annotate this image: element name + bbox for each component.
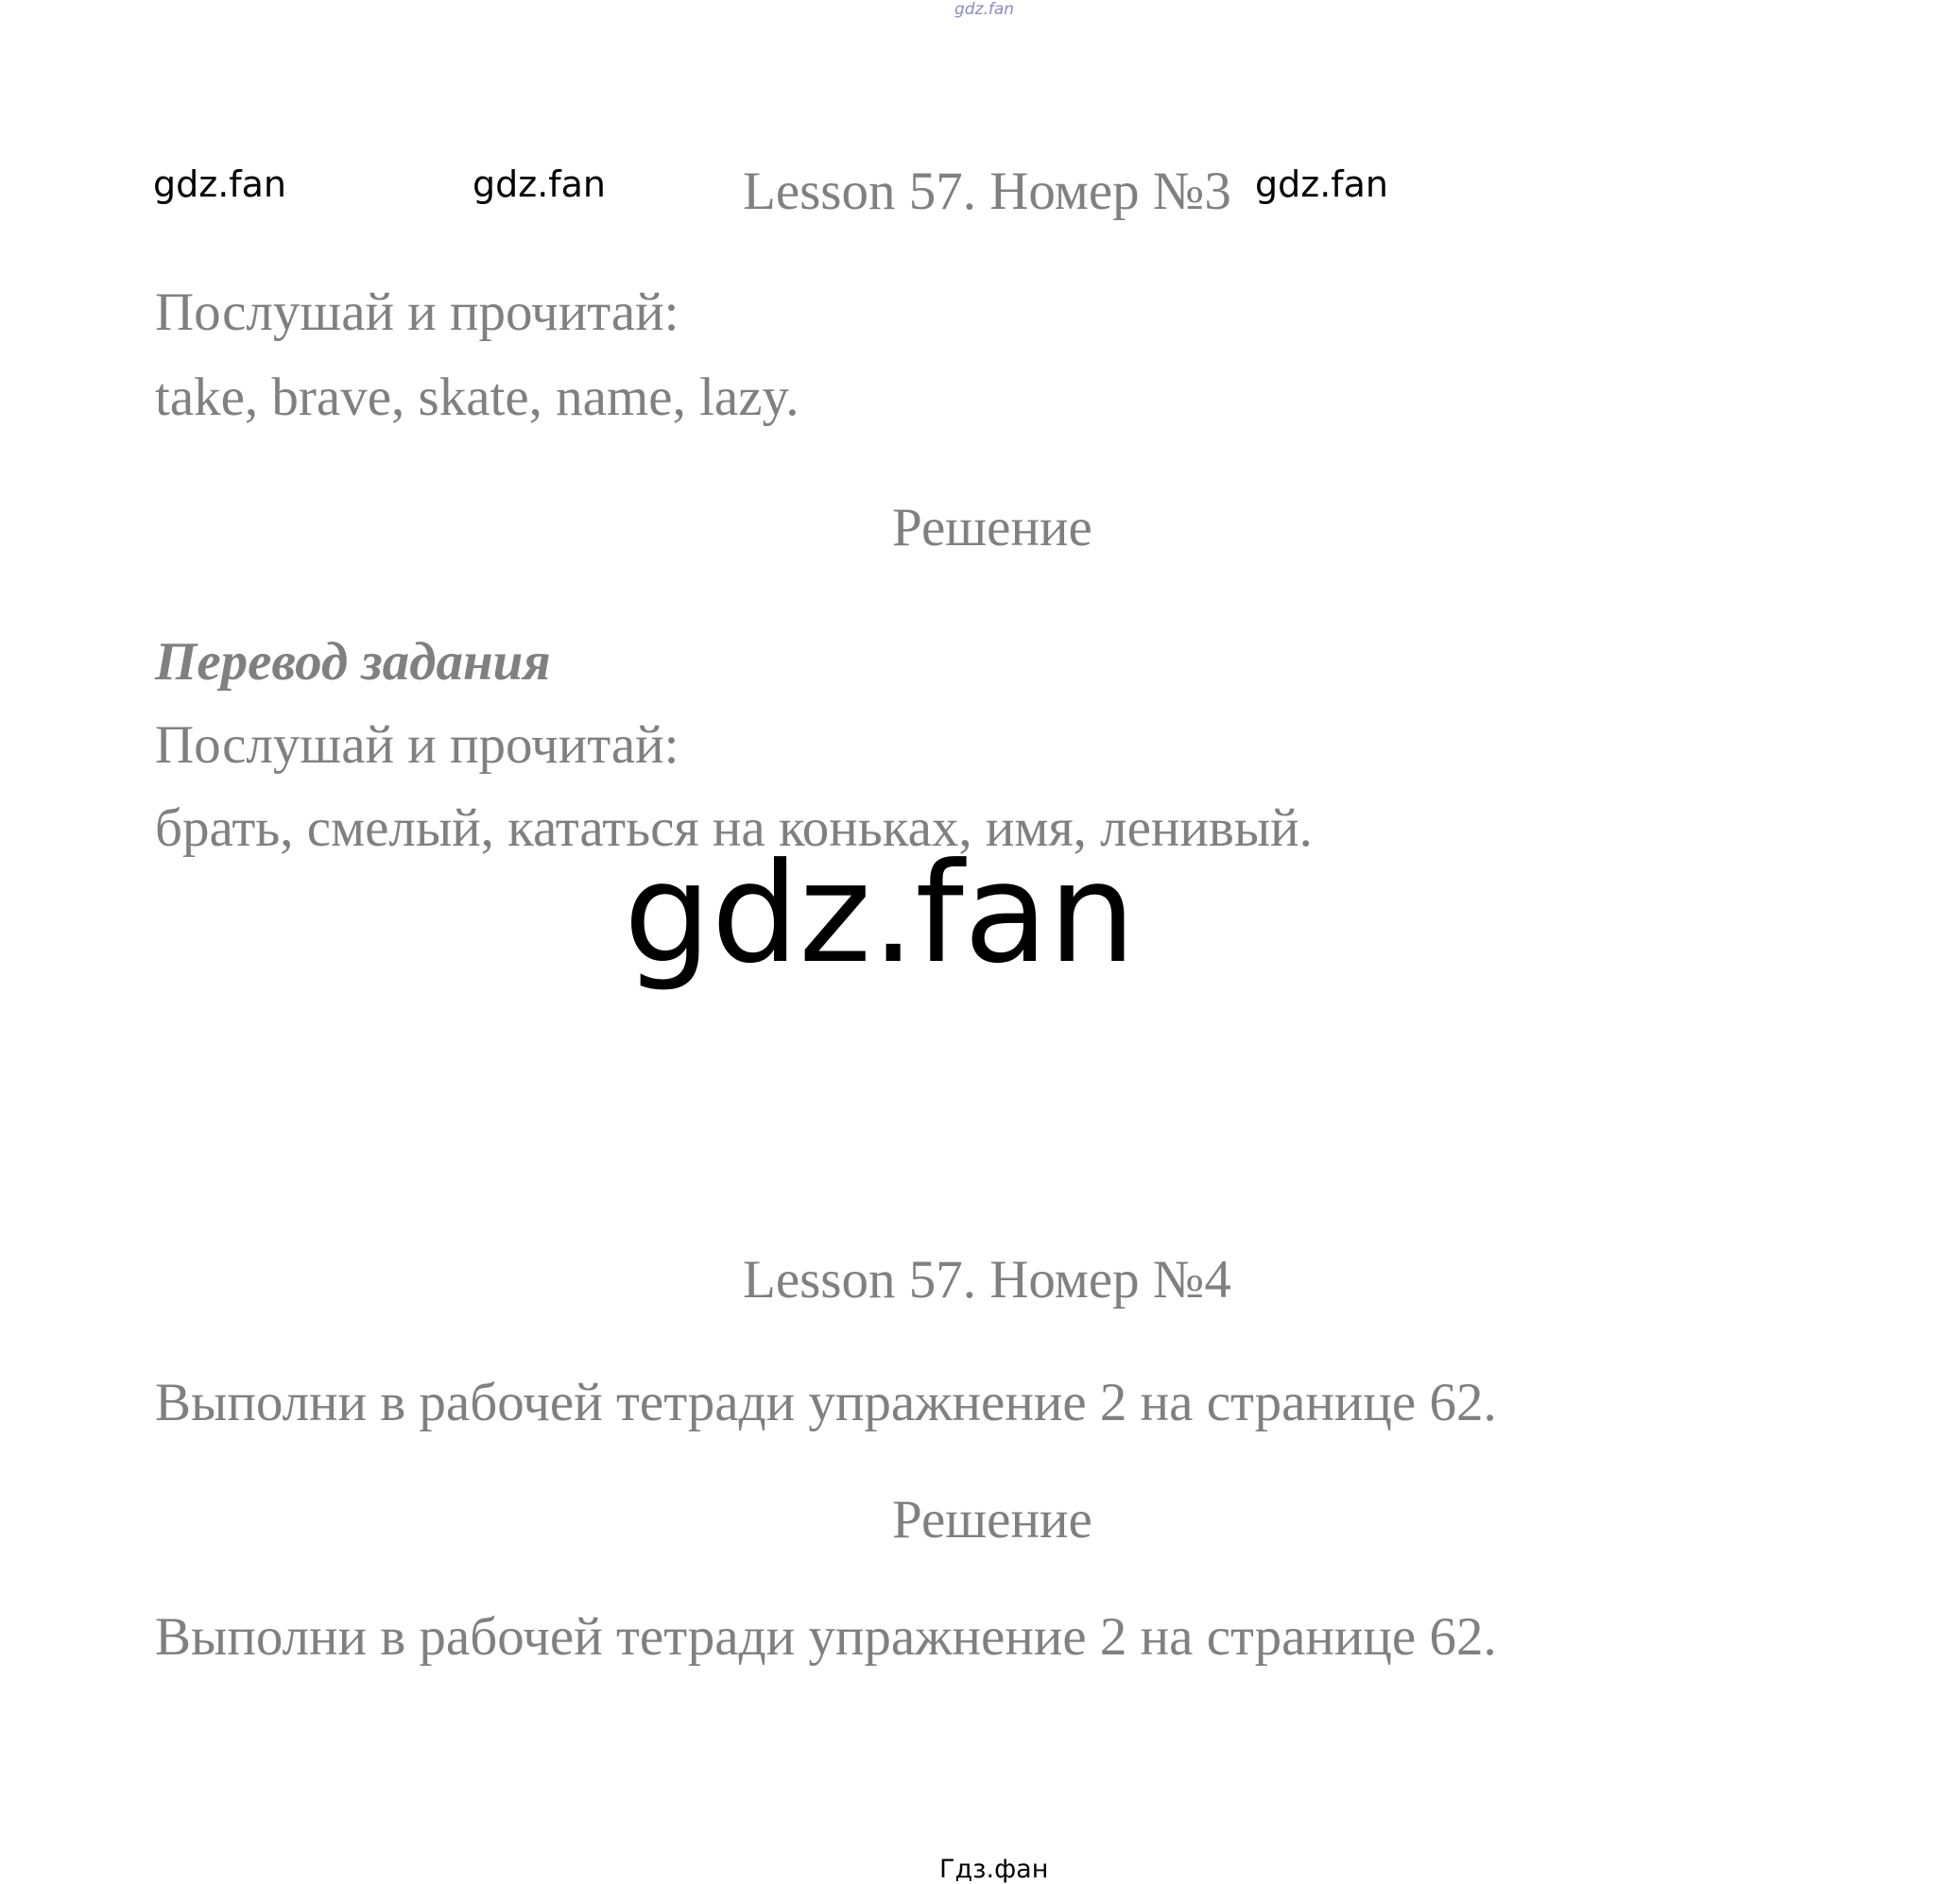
section-4-task-line-1: Выполни в рабочей тетради упражнение 2 на странице 62. — [155, 1373, 1497, 1432]
section-3-solution-label: Решение — [892, 498, 1092, 557]
header-watermark-3: gdz.fan — [1255, 163, 1389, 205]
section-3-translation-line-2: брать, смелый, кататься на коньках, имя, ленивый. — [155, 798, 1313, 858]
footer-watermark: Гдз.фан — [939, 1855, 1049, 1884]
section-4-title: Lesson 57. Номер №4 — [743, 1250, 1231, 1310]
section-3-task-line-1: Послушай и прочитай: — [155, 283, 679, 342]
section-4-solution-line-1: Выполни в рабочей тетради упражнение 2 на странице 62. — [155, 1607, 1497, 1667]
top-watermark: gdz.fan — [954, 0, 1015, 19]
section-3-translation-heading: Перевод задания — [155, 632, 551, 692]
header-watermark-2: gdz.fan — [473, 163, 607, 205]
section-3-task-line-2: take, brave, skate, name, lazy. — [155, 368, 799, 427]
center-watermark: gdz.fan — [624, 833, 1136, 994]
section-3-title: Lesson 57. Номер №3 — [743, 162, 1231, 221]
section-4-solution-label: Решение — [892, 1490, 1092, 1550]
section-3-translation-line-1: Послушай и прочитай: — [155, 715, 679, 775]
header-watermark-1: gdz.fan — [153, 163, 287, 205]
